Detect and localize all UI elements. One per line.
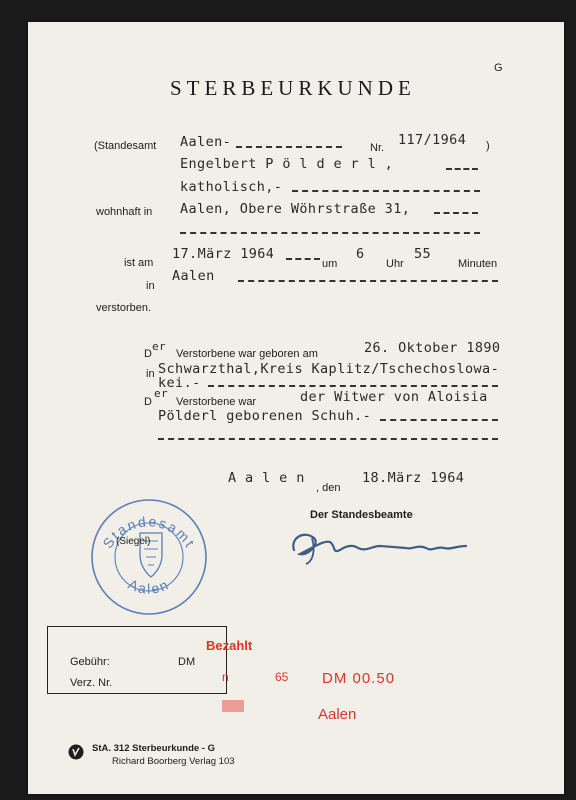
standesamt-label: (Standesamt (94, 140, 157, 152)
minuten-label: Minuten (458, 258, 498, 270)
fill-dashes (236, 146, 342, 148)
seal-bottom-text: Aalen (125, 575, 173, 597)
spouse-line2: Pölderl geborenen Schuh.- (158, 408, 372, 424)
death-date: 17.März 1964 (172, 246, 275, 262)
fill-dashes (180, 232, 480, 234)
seal-top-text: Standesamt (99, 513, 199, 552)
er2-suffix: er (154, 387, 169, 400)
birth-place-line1: Schwarzthal,Kreis Kaplitz/Tschechoslowa- (158, 361, 500, 377)
um-label: um (322, 258, 338, 270)
birth-date: 26. Oktober 1890 (364, 340, 501, 356)
war-label: Verstorbene war (176, 396, 257, 408)
den-label: , den (316, 482, 341, 494)
fill-dashes (208, 385, 498, 387)
paid-date-fragment2: 65 (275, 670, 289, 684)
death-place: Aalen (172, 268, 215, 284)
siegel-label: (Siegel) (116, 536, 151, 547)
verz-label: Verz. Nr. (70, 677, 113, 689)
geboren-label: Verstorbene war geboren am (176, 348, 318, 360)
wohnhaft-label: wohnhaft in (96, 206, 153, 218)
footer-publisher: Richard Boorberg Verlag 103 (112, 756, 235, 767)
birth-in-label: in (146, 368, 155, 380)
birth-place-line2: kei.- (158, 375, 201, 391)
fill-dashes (380, 419, 498, 421)
document-title: STERBEURKUNDE (170, 76, 416, 100)
paid-city: Aalen (318, 706, 357, 723)
fill-dashes (434, 212, 478, 214)
svg-text:Aalen (126, 576, 172, 597)
verstorben-label: verstorben. (96, 302, 152, 314)
uhr-label: Uhr (386, 258, 404, 270)
er-suffix: er (152, 340, 167, 353)
official-seal (84, 495, 214, 620)
fill-dashes (446, 168, 478, 170)
death-hour: 6 (356, 246, 365, 262)
paid-date-fragment: n (222, 670, 229, 684)
d-prefix: D (144, 348, 152, 360)
fill-dashes (286, 258, 320, 260)
dm-label: DM (178, 656, 196, 668)
sign-date: 18.März 1964 (362, 470, 465, 486)
sign-place: A a l e n (228, 470, 305, 486)
signature (286, 524, 476, 568)
fill-dashes (238, 280, 498, 282)
d2-prefix: D (144, 396, 152, 408)
deceased-name: Engelbert P ö l d e r l , (180, 156, 394, 172)
in-label: in (146, 280, 155, 292)
gebuehr-label: Gebühr: (70, 656, 110, 668)
death-minutes: 55 (414, 246, 432, 262)
ist-am-label: ist am (124, 257, 154, 269)
paid-stamp-label: Bezahlt (206, 638, 253, 653)
official-title: Der Standesbeamte (310, 509, 413, 521)
publisher-logo-icon (68, 744, 84, 760)
form-letter: G (494, 62, 503, 74)
footer-form-id: StA. 312 Sterbeurkunde - G (92, 743, 216, 754)
standesamt-value: Aalen- (180, 134, 232, 150)
paid-amount: DM 00.50 (322, 670, 396, 687)
spouse-line1: der Witwer von Aloisia (300, 389, 488, 405)
stamp-emblem-icon (222, 700, 244, 712)
address: Aalen, Obere Wöhrstraße 31, (180, 201, 411, 217)
fill-dashes (292, 190, 480, 192)
nr-close: ) (486, 140, 490, 152)
religion: katholisch,- (180, 179, 283, 195)
nr-value: 117/1964 (398, 132, 467, 148)
fill-dashes (158, 438, 498, 440)
nr-label: Nr. (370, 142, 385, 154)
